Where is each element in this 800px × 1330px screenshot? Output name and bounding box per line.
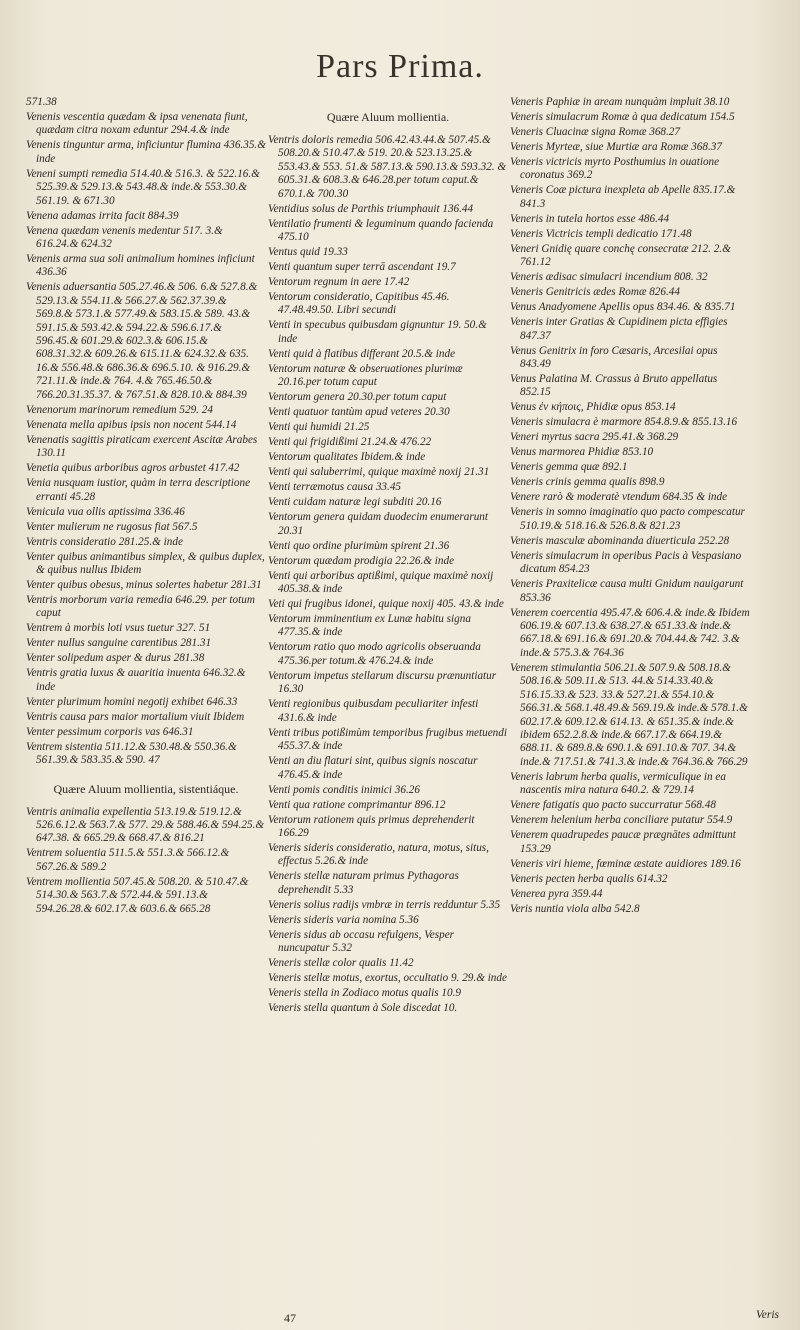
- index-entry: Ventorum ratio quo modo agricolis obseruanda 475.36.per totum.& 476.24.& inde: [268, 641, 481, 667]
- index-entry: Ventrem sistentia 511.12.& 530.48.& 550.36.& 561.39.& 583.35.& 590. 47: [26, 740, 237, 767]
- index-entry: Ventorum naturæ & obseruationes plurimæ 20.16.per totum caput: [268, 362, 463, 389]
- index-entry: Veneris simulacrum in operibus Pacis à Vespasiano dicatum 854.23: [510, 549, 742, 576]
- index-entry: Ventris causa pars maior mortalium viuit Ibidem: [26, 710, 245, 723]
- index-entry: Ventrem à morbis loti vsus tuetur 327. 51: [26, 622, 211, 635]
- index-entry: Ventidius solus de Parthis triumphauit 136.44: [268, 202, 474, 215]
- page-number: 47: [284, 1311, 296, 1325]
- index-entry: Venter mulierum ne rugosus fiat 567.5: [26, 520, 198, 533]
- index-entry: Venere rarò & moderatè vtendum 684.35 & inde: [510, 491, 728, 504]
- index-entry: Ventorum consideratio, Capitibus 45.46. 47.48.49.50. Libri secundi: [268, 291, 450, 317]
- index-entry: Veneni sumpti remedia 514.40.& 516.3. & 522.16.& 525.39.& 529.13.& 543.48.& inde.& 553.30.& 561.19. & 671.30: [26, 167, 260, 207]
- section-heading: Quære Aluum mollientia.: [326, 110, 450, 124]
- index-entry: Veneris stellæ color qualis 11.42: [268, 957, 414, 970]
- index-entry: Venti cuidam naturæ legi subditi 20.16: [268, 496, 442, 509]
- index-entry: Venter solipedum asper & durus 281.38: [26, 652, 205, 665]
- index-entry: Ventorum qualitates Ibidem.& inde: [268, 451, 426, 464]
- index-entry: Veneris in tutela hortos esse 486.44: [510, 212, 670, 225]
- index-entry: Venenatis sagittis piraticam exercent Ascitæ Arabes 130.11: [26, 433, 258, 460]
- index-entry: Veneris stellæ naturam primus Pythagoras deprehendit 5.33: [268, 870, 459, 896]
- index-entry: Veneris inter Gratias & Cupidinem picta effigies 847.37: [510, 316, 728, 342]
- index-entry: Ventris morborum varia remedia 646.29. per totum caput: [26, 593, 255, 620]
- index-entry: Venenis arma sua soli animalium homines inficiunt 436.36: [26, 253, 255, 279]
- index-entry: Venti in specubus quibusdam gignuntur 19. 50.& inde: [268, 319, 487, 345]
- index-entry: Venti terræmotus causa 33.45: [268, 481, 402, 494]
- index-entry: Veneris labrum herba qualis, vermiculique in ea nascentis mira natura 640.2. & 729.14: [510, 770, 726, 797]
- index-entry: Veneris sidus ab occasu refulgens, Vesper nuncupatur 5.32: [268, 928, 455, 955]
- index-entry: Venia nusquam iustior, quàm in terra descriptione erranti 45.28: [26, 477, 251, 503]
- index-entry: Veneris masculæ abominanda diuerticula 252.28: [510, 534, 730, 547]
- index-entry: Venenorum marinorum remedium 529. 24: [26, 403, 213, 416]
- index-entry: Veneris simulacra è marmore 854.8.9.& 855.13.16: [510, 416, 738, 429]
- index-entry: Venenata mella apibus ipsis non nocent 544.14: [26, 418, 237, 431]
- index-entry: Ventris animalia expellentia 513.19.& 519.12.& 526.6.12.& 563.7.& 577. 29.& 588.46.& 594.25.& 647.38. & 665.29.& 668.47.& 816.21: [26, 805, 265, 845]
- index-entry: Veneris in somno imaginatio quo pacto compescatur 510.19.& 518.16.& 526.8.& 821.23: [510, 506, 745, 532]
- index-entry: Venter nullus sanguine carentibus 281.31: [26, 637, 212, 650]
- index-entry: Ventorum impetus stellarum discursu prænuntiatur 16.30: [268, 669, 497, 696]
- index-entry: Venti quantum super terrā ascendant 19.7: [268, 261, 456, 274]
- index-entry: Ventris gratia luxus & auaritia inuenta 646.32.& inde: [26, 667, 246, 693]
- index-column-middle: [268, 110, 508, 1017]
- index-column-right: [510, 96, 750, 918]
- index-entry: Ventris doloris remedia 506.42.43.44.& 507.45.& 508.20.& 510.47.& 519. 20.& 523.13.25.& 553.43.& 553. 51.& 587.13.& 590.13.& 593.32. & 605.31.& 608.3.& 646.28.per totum caput.& 670.1.& 700.30: [268, 134, 507, 200]
- index-entry: Veneris Coæ pictura inexpleta ab Apelle 835.17.& 841.3: [510, 184, 736, 210]
- index-entry: Venti quid à flatibus differant 20.5.& inde: [268, 347, 456, 360]
- index-entry: Venerem helenium herba conciliare putatur 554.9: [510, 814, 733, 827]
- index-entry: Venena adamas irrita facit 884.39: [26, 209, 179, 222]
- index-entry: Venena quædam venenis medentur 517. 3.& 616.24.& 624.32: [26, 224, 223, 251]
- index-entry: Venti qui arboribus aptißimi, quique maximè noxij 405.38.& inde: [268, 569, 494, 596]
- index-entry: Venti an diu flaturi sint, quibus signis noscatur 476.45.& inde: [268, 755, 478, 781]
- index-entry: Veneri myrtus sacra 295.41.& 368.29: [510, 431, 679, 444]
- index-column-left: [26, 96, 266, 918]
- index-entry: Veneris stellæ motus, exortus, occultatio 9. 29.& inde: [268, 972, 507, 985]
- index-entry: Venter quibus obesus, minus solertes habetur 281.31: [26, 578, 262, 591]
- index-entry: Veneris Genitricis ædes Romæ 826.44: [510, 286, 680, 299]
- index-entry: Veneris simulacrum Romæ à qua dedicatum 154.5: [510, 111, 735, 123]
- index-entry: Venti quo ordine plurimùm spirent 21.36: [268, 539, 450, 552]
- index-entry: Venerem quadrupedes paucæ prægnātes admittunt 153.29: [510, 829, 736, 855]
- index-entry: Veris nuntia viola alba 542.8: [510, 902, 640, 915]
- index-entry: Venti qui frigidißimi 21.24.& 476.22: [268, 436, 432, 449]
- index-entry: Venerem coercentia 495.47.& 606.4.& inde.& Ibidem 606.19.& 607.13.& 638.27.& 651.33.& inde.& 667.18.& 691.16.& 691.20.& 704.44.& 742. 3.& inde.& 575.3.& 764.36: [510, 606, 750, 659]
- index-entry: Venti regionibus quibusdam peculiariter infesti 431.6.& inde: [268, 698, 479, 724]
- index-entry: Venti qui humidi 21.25: [268, 421, 370, 434]
- index-entry: Venti tribus potißimùm temporibus frugibus metuendi 455.37.& inde: [268, 726, 507, 753]
- index-entry: Veneris viri hieme, fœminæ æstate auidiores 189.16: [510, 857, 741, 870]
- index-entry: Ventus quid 19.33: [268, 246, 348, 259]
- index-entry: Ventorum regnum in aere 17.42: [268, 276, 410, 289]
- index-entry: Ventilatio frumenti & leguminum quando facienda 475.10: [268, 217, 494, 244]
- index-entry: Venus marmorea Phidiæ 853.10: [510, 446, 654, 459]
- index-entry: Venus ἐν κήποις, Phidiæ opus 853.14: [510, 401, 676, 414]
- index-entry: Veneris Paphiæ in aream nunquàm impluit 38.10: [510, 96, 730, 108]
- index-entry: Veti qui frugibus idonei, quique noxij 405. 43.& inde: [268, 598, 504, 611]
- catchword: Veris: [756, 1309, 779, 1321]
- index-entry: Veneris stella quantum à Sole discedat 10.: [268, 1002, 458, 1015]
- index-entry: Veneri Gnidię quare conchę consecratæ 212. 2.& 761.12: [510, 242, 731, 269]
- index-entry: Venetia quibus arboribus agros arbustet 417.42: [26, 462, 240, 475]
- index-entry: Venter quibus animantibus simplex, & quibus duplex, & quibus nullus Ibidem: [26, 550, 265, 576]
- index-entry: Venenis vescentia quædam & ipsa venenata fiunt, quædam citra noxam eduntur 294.4.& inde: [26, 111, 248, 137]
- index-entry: Venti pomis conditis inimici 36.26: [268, 783, 420, 796]
- index-entry: Venter plurimum homini negotij exhibet 646.33: [26, 695, 238, 708]
- index-entry: Venus Anadyomene Apellis opus 834.46. & 835.71: [510, 301, 736, 314]
- index-entry: Venerea pyra 359.44: [510, 887, 603, 900]
- index-entry: Veneris sideris consideratio, natura, motus, situs, effectus 5.26.& inde: [268, 841, 489, 868]
- index-entry: Venti qua ratione comprimantur 896.12: [268, 798, 446, 811]
- index-entry: Veneris victricis myrto Posthumius in ouatione coronatus 369.2: [510, 156, 720, 182]
- index-entry: Venti qui saluberrimi, quique maximè noxij 21.31: [268, 466, 490, 479]
- index-entry: Veneris Victricis templi dedicatio 171.48: [510, 227, 692, 240]
- index-entry: Venere fatigatis quo pacto succurratur 568.48: [510, 799, 716, 812]
- section-heading: Quære Aluum mollientia, sistentiáque.: [53, 781, 239, 796]
- index-entry: Veneris Praxitelicæ causa multi Gnidum nauigarunt 853.36: [510, 578, 744, 604]
- index-entry: Venenis tinguntur arma, inficiuntur flumina 436.35.& inde: [26, 139, 266, 165]
- index-entry: Venerem stimulantia 506.21.& 507.9.& 508.18.& 508.16.& 509.11.& 513. 44.& 514.33.40.& 516.15.33.& 523. 33.& 527.21.& 554.10.& 566.31.& 568.1.48.49.& 569.19.& inde.& 578.1.& 602.17.& 609.12.& 614.13. & 651.35.& inde.& ibidem 652.2.8.& inde.& 667.17.& 664.19.& 688.11. & 689.8.& 690.1.& 691.10.& 707. 34.& inde.& 717.51.& 741.3.& inde.& 764.36.& 766.29: [510, 661, 748, 768]
- index-entry: Venti quatuor tantùm apud veteres 20.30: [268, 406, 450, 419]
- index-entry: Ventorum quædam prodigia 22.26.& inde: [268, 554, 455, 567]
- index-entry: Venus Palatina M. Crassus à Bruto appellatus 852.15: [510, 373, 718, 399]
- index-entry: Veneris ædisac simulacri incendium 808. 32: [510, 271, 708, 284]
- index-entry: Veneris solius radijs vmbræ in terris redduntur 5.35: [268, 898, 501, 911]
- index-entry: Venicula vua ollis aptissima 336.46: [26, 505, 185, 518]
- index-entry: Ventorum rationem quis primus deprehenderit 166.29: [268, 813, 475, 839]
- index-entry: Veneris crinis gemma qualis 898.9: [510, 476, 665, 489]
- index-entry: Venus Genitrix in foro Cæsaris, Arcesilai opus 843.49: [510, 344, 718, 371]
- index-entry: Ventorum imminentium ex Lunæ habitu signa 477.35.& inde: [268, 613, 471, 639]
- index-entry: Veneris stella in Zodiaco motus qualis 10.9: [268, 987, 461, 1000]
- index-entry: Veneris gemma quæ 892.1: [510, 461, 628, 474]
- index-entry: Veneris Myrteæ, siue Murtiæ ara Romæ 368.37: [510, 141, 722, 153]
- index-entry: Venter pessimum corporis vas 646.31: [26, 725, 194, 738]
- index-entry: 571.38: [26, 96, 57, 108]
- index-entry: Veneris pecten herba qualis 614.32: [510, 872, 668, 885]
- index-entry: Veneris Cluacinæ signa Romæ 368.27: [510, 126, 680, 138]
- running-header: Pars Prima.: [316, 48, 484, 85]
- index-entry: Veneris sideris varia nomina 5.36: [268, 913, 419, 926]
- index-entry: Ventorum genera quidam duodecim enumerarunt 20.31: [268, 511, 488, 537]
- index-entry: Ventrem mollientia 507.45.& 508.20. & 510.47.& 514.30.& 563.7.& 572.44.& 591.13.& 594.26.28.& 602.17.& 603.6.& 665.28: [26, 875, 249, 915]
- index-entry: Ventris consideratio 281.25.& inde: [26, 535, 183, 548]
- index-entry: Ventrem soluentia 511.5.& 551.3.& 566.12.& 567.26.& 589.2: [26, 847, 230, 873]
- index-entry: Venenis aduersantia 505.27.46.& 506. 6.& 527.8.& 529.13.& 554.11.& 566.27.& 562.37.39.& 569.8.& 573.1.& 577.49.& 583.15.& 589. 43.& 591.15.& 593.42.& 594.22.& 596.6.17.& 596.45.& 601.29.& 602.3.& 606.15.& 608.31.32.& 609.26.& 615.11.& 624.32.& 635. 16.& 556.48.& 686.36.& 696.5.10. & 916.29.& 721.11.& inde.& 764. 4.& 765.46.50.& 766.20.31.35.37. & 767.51.& 828.10.& 884.39: [26, 281, 258, 401]
- index-entry: Ventorum genera 20.30.per totum caput: [268, 391, 447, 404]
